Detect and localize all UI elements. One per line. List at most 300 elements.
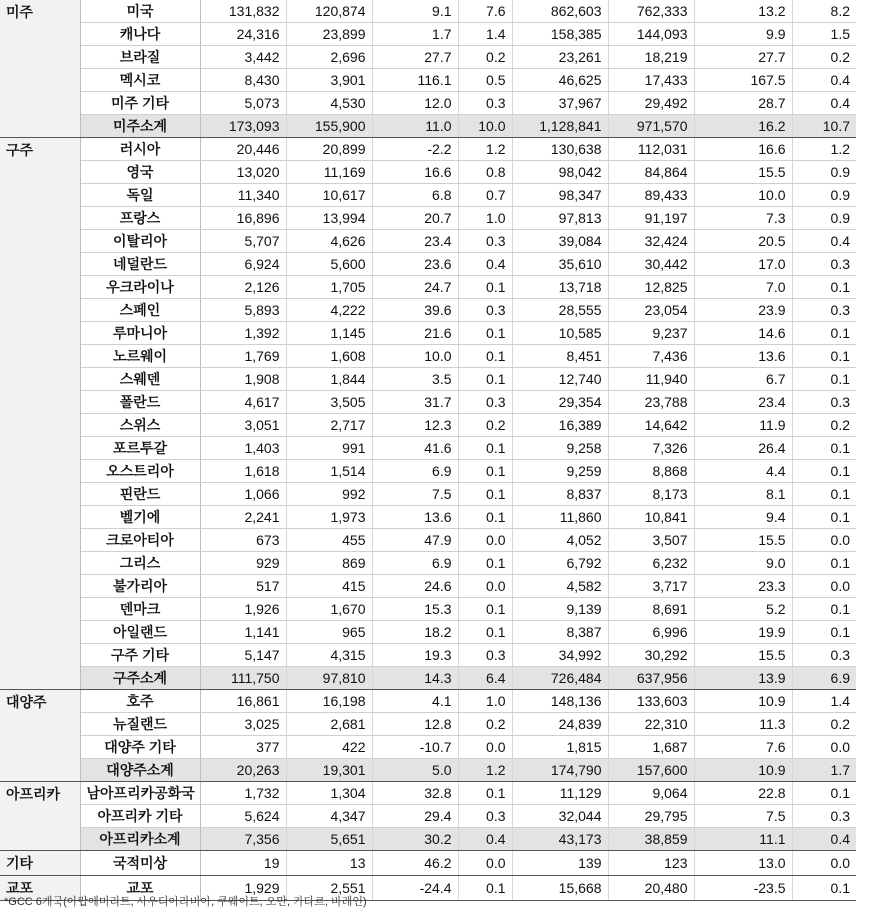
value-cell: 992 bbox=[286, 483, 372, 506]
country-cell: 핀란드 bbox=[80, 483, 200, 506]
value-cell: 30.2 bbox=[372, 828, 458, 851]
value-cell: 0.9 bbox=[792, 161, 856, 184]
value-cell: 869 bbox=[286, 552, 372, 575]
value-cell: 0.2 bbox=[458, 414, 512, 437]
value-cell: 1,514 bbox=[286, 460, 372, 483]
value-cell: 0.3 bbox=[792, 253, 856, 276]
subtotal-label: 아프리카소계 bbox=[80, 828, 200, 851]
value-cell: 637,956 bbox=[608, 667, 694, 690]
table-row bbox=[0, 322, 856, 345]
value-cell: 9,064 bbox=[608, 782, 694, 805]
country-cell: 오스트리아 bbox=[80, 460, 200, 483]
table-row bbox=[0, 621, 856, 644]
value-cell: 1.0 bbox=[458, 207, 512, 230]
value-cell: 377 bbox=[200, 736, 286, 759]
table-row bbox=[0, 782, 856, 805]
value-cell: 1,128,841 bbox=[512, 115, 608, 138]
value-cell: 3,507 bbox=[608, 529, 694, 552]
value-cell: -23.5 bbox=[694, 876, 792, 901]
table-row bbox=[0, 230, 856, 253]
value-cell: 29,492 bbox=[608, 92, 694, 115]
country-cell: 호주 bbox=[80, 690, 200, 713]
value-cell: 11.9 bbox=[694, 414, 792, 437]
value-cell: 84,864 bbox=[608, 161, 694, 184]
value-cell: 6.9 bbox=[792, 667, 856, 690]
country-cell: 구주 기타 bbox=[80, 644, 200, 667]
value-cell: 46,625 bbox=[512, 69, 608, 92]
value-cell: 0.1 bbox=[458, 368, 512, 391]
value-cell: 1,815 bbox=[512, 736, 608, 759]
value-cell: 98,042 bbox=[512, 161, 608, 184]
value-cell: 0.0 bbox=[458, 851, 512, 876]
country-cell: 폴란드 bbox=[80, 391, 200, 414]
value-cell: 415 bbox=[286, 575, 372, 598]
value-cell: 0.0 bbox=[458, 736, 512, 759]
value-cell: 97,810 bbox=[286, 667, 372, 690]
value-cell: 4,626 bbox=[286, 230, 372, 253]
country-cell: 러시아 bbox=[80, 138, 200, 161]
value-cell: 0.2 bbox=[458, 46, 512, 69]
table-row bbox=[0, 23, 856, 46]
value-cell: 6,924 bbox=[200, 253, 286, 276]
value-cell: 14.3 bbox=[372, 667, 458, 690]
value-cell: 0.2 bbox=[792, 46, 856, 69]
value-cell: 26.4 bbox=[694, 437, 792, 460]
country-cell: 아프리카 기타 bbox=[80, 805, 200, 828]
value-cell: 1,670 bbox=[286, 598, 372, 621]
value-cell: 24,316 bbox=[200, 23, 286, 46]
table-row bbox=[0, 414, 856, 437]
value-cell: 10.9 bbox=[694, 690, 792, 713]
value-cell: 111,750 bbox=[200, 667, 286, 690]
value-cell: 5,707 bbox=[200, 230, 286, 253]
value-cell: 1.7 bbox=[372, 23, 458, 46]
value-cell: 20,899 bbox=[286, 138, 372, 161]
value-cell: 157,600 bbox=[608, 759, 694, 782]
value-cell: 0.0 bbox=[792, 575, 856, 598]
region-cell: 기타 bbox=[0, 851, 80, 876]
value-cell: 6,792 bbox=[512, 552, 608, 575]
value-cell: 4.4 bbox=[694, 460, 792, 483]
value-cell: 10.9 bbox=[694, 759, 792, 782]
value-cell: 1,908 bbox=[200, 368, 286, 391]
region-cell: 미주 bbox=[0, 0, 80, 138]
value-cell: 0.1 bbox=[458, 782, 512, 805]
country-cell: 불가리아 bbox=[80, 575, 200, 598]
value-cell: 28,555 bbox=[512, 299, 608, 322]
value-cell: 0.4 bbox=[458, 253, 512, 276]
value-cell: 4,052 bbox=[512, 529, 608, 552]
value-cell: 133,603 bbox=[608, 690, 694, 713]
value-cell: 6.9 bbox=[372, 552, 458, 575]
value-cell: 34,992 bbox=[512, 644, 608, 667]
value-cell: 11,340 bbox=[200, 184, 286, 207]
value-cell: 1.4 bbox=[792, 690, 856, 713]
value-cell: 20.5 bbox=[694, 230, 792, 253]
value-cell: 0.4 bbox=[792, 828, 856, 851]
value-cell: 6,996 bbox=[608, 621, 694, 644]
value-cell: 1,769 bbox=[200, 345, 286, 368]
value-cell: 3,442 bbox=[200, 46, 286, 69]
value-cell: 10.0 bbox=[372, 345, 458, 368]
value-cell: 455 bbox=[286, 529, 372, 552]
value-cell: 7.6 bbox=[694, 736, 792, 759]
value-cell: 422 bbox=[286, 736, 372, 759]
value-cell: 19,301 bbox=[286, 759, 372, 782]
table-row bbox=[0, 598, 856, 621]
value-cell: 9,258 bbox=[512, 437, 608, 460]
value-cell: 8,387 bbox=[512, 621, 608, 644]
value-cell: 0.3 bbox=[458, 230, 512, 253]
value-cell: 3,717 bbox=[608, 575, 694, 598]
value-cell: 17,433 bbox=[608, 69, 694, 92]
value-cell: 4.1 bbox=[372, 690, 458, 713]
value-cell: 1,687 bbox=[608, 736, 694, 759]
footnote: *GCC 6개국(아랍에미리트, 사우디아라비아, 쿠웨이트, 오만, 카타르, 바레인) bbox=[4, 896, 367, 908]
value-cell: 11,860 bbox=[512, 506, 608, 529]
value-cell: 0.3 bbox=[458, 644, 512, 667]
value-cell: 27.7 bbox=[694, 46, 792, 69]
value-cell: 10.7 bbox=[792, 115, 856, 138]
value-cell: 517 bbox=[200, 575, 286, 598]
country-cell: 국적미상 bbox=[80, 851, 200, 876]
value-cell: 41.6 bbox=[372, 437, 458, 460]
value-cell: 6.8 bbox=[372, 184, 458, 207]
value-cell: 13,994 bbox=[286, 207, 372, 230]
value-cell: 0.3 bbox=[458, 805, 512, 828]
value-cell: 19.9 bbox=[694, 621, 792, 644]
value-cell: 16,198 bbox=[286, 690, 372, 713]
value-cell: 0.1 bbox=[792, 322, 856, 345]
value-cell: 91,197 bbox=[608, 207, 694, 230]
value-cell: 8,691 bbox=[608, 598, 694, 621]
value-cell: 120,874 bbox=[286, 0, 372, 23]
value-cell: 11.3 bbox=[694, 713, 792, 736]
value-cell: 148,136 bbox=[512, 690, 608, 713]
subtotal-row bbox=[0, 828, 856, 851]
value-cell: 15.5 bbox=[694, 161, 792, 184]
value-cell: 18,219 bbox=[608, 46, 694, 69]
value-cell: 8,868 bbox=[608, 460, 694, 483]
value-cell: 158,385 bbox=[512, 23, 608, 46]
table-row bbox=[0, 0, 856, 23]
value-cell: 0.1 bbox=[792, 621, 856, 644]
value-cell: 3,051 bbox=[200, 414, 286, 437]
subtotal-row bbox=[0, 667, 856, 690]
subtotal-label: 미주소계 bbox=[80, 115, 200, 138]
value-cell: 3.5 bbox=[372, 368, 458, 391]
value-cell: 0.1 bbox=[458, 460, 512, 483]
value-cell: 12.0 bbox=[372, 92, 458, 115]
value-cell: 5,624 bbox=[200, 805, 286, 828]
value-cell: 32,424 bbox=[608, 230, 694, 253]
value-cell: 22,310 bbox=[608, 713, 694, 736]
table-row bbox=[0, 46, 856, 69]
value-cell: 0.1 bbox=[458, 506, 512, 529]
value-cell: 8,430 bbox=[200, 69, 286, 92]
value-cell: 18.2 bbox=[372, 621, 458, 644]
value-cell: 1,973 bbox=[286, 506, 372, 529]
country-cell: 벨기에 bbox=[80, 506, 200, 529]
value-cell: 0.1 bbox=[792, 782, 856, 805]
value-cell: 0.1 bbox=[792, 506, 856, 529]
value-cell: 0.1 bbox=[792, 876, 856, 901]
value-cell: 24.6 bbox=[372, 575, 458, 598]
country-cell: 포르투갈 bbox=[80, 437, 200, 460]
subtotal-row bbox=[0, 759, 856, 782]
country-cell: 미국 bbox=[80, 0, 200, 23]
value-cell: 0.1 bbox=[792, 598, 856, 621]
table-row bbox=[0, 391, 856, 414]
value-cell: 6.9 bbox=[372, 460, 458, 483]
value-cell: 2,126 bbox=[200, 276, 286, 299]
table-row bbox=[0, 207, 856, 230]
value-cell: 5,651 bbox=[286, 828, 372, 851]
value-cell: 929 bbox=[200, 552, 286, 575]
value-cell: 12.3 bbox=[372, 414, 458, 437]
value-cell: 0.5 bbox=[458, 69, 512, 92]
country-cell: 스페인 bbox=[80, 299, 200, 322]
value-cell: 11.1 bbox=[694, 828, 792, 851]
value-cell: 89,433 bbox=[608, 184, 694, 207]
value-cell: 0.1 bbox=[792, 460, 856, 483]
value-cell: 2,681 bbox=[286, 713, 372, 736]
value-cell: 2,717 bbox=[286, 414, 372, 437]
table-row bbox=[0, 92, 856, 115]
value-cell: 1,618 bbox=[200, 460, 286, 483]
region-cell: 아프리카 bbox=[0, 782, 80, 851]
subtotal-row bbox=[0, 115, 856, 138]
table-row bbox=[0, 483, 856, 506]
value-cell: 3,025 bbox=[200, 713, 286, 736]
value-cell: 991 bbox=[286, 437, 372, 460]
value-cell: 4,530 bbox=[286, 92, 372, 115]
table-row bbox=[0, 575, 856, 598]
value-cell: 0.1 bbox=[792, 345, 856, 368]
value-cell: 4,347 bbox=[286, 805, 372, 828]
table-row bbox=[0, 437, 856, 460]
value-cell: 0.1 bbox=[458, 621, 512, 644]
value-cell: 7.5 bbox=[372, 483, 458, 506]
value-cell: 0.3 bbox=[458, 299, 512, 322]
value-cell: 5.0 bbox=[372, 759, 458, 782]
value-cell: 0.4 bbox=[458, 828, 512, 851]
value-cell: 0.4 bbox=[792, 69, 856, 92]
value-cell: 30,292 bbox=[608, 644, 694, 667]
country-cell: 노르웨이 bbox=[80, 345, 200, 368]
value-cell: 43,173 bbox=[512, 828, 608, 851]
table-row bbox=[0, 276, 856, 299]
value-cell: -10.7 bbox=[372, 736, 458, 759]
region-cell: 교포 bbox=[0, 876, 80, 901]
value-cell: 9,237 bbox=[608, 322, 694, 345]
value-cell: 37,967 bbox=[512, 92, 608, 115]
value-cell: 1.2 bbox=[458, 138, 512, 161]
value-cell: 16,896 bbox=[200, 207, 286, 230]
value-cell: 24,839 bbox=[512, 713, 608, 736]
value-cell: 24.7 bbox=[372, 276, 458, 299]
value-cell: 21.6 bbox=[372, 322, 458, 345]
value-cell: 0.3 bbox=[458, 391, 512, 414]
value-cell: 112,031 bbox=[608, 138, 694, 161]
value-cell: 32,044 bbox=[512, 805, 608, 828]
value-cell: 2,551 bbox=[286, 876, 372, 901]
table-row bbox=[0, 345, 856, 368]
value-cell: 47.9 bbox=[372, 529, 458, 552]
value-cell: 17.0 bbox=[694, 253, 792, 276]
table-row bbox=[0, 184, 856, 207]
value-cell: 13.0 bbox=[694, 851, 792, 876]
value-cell: 20.7 bbox=[372, 207, 458, 230]
value-cell: 0.1 bbox=[458, 437, 512, 460]
value-cell: 116.1 bbox=[372, 69, 458, 92]
value-cell: 9,259 bbox=[512, 460, 608, 483]
value-cell: 0.0 bbox=[792, 851, 856, 876]
value-cell: 0.1 bbox=[792, 552, 856, 575]
value-cell: 16,389 bbox=[512, 414, 608, 437]
country-cell: 프랑스 bbox=[80, 207, 200, 230]
value-cell: 0.1 bbox=[458, 876, 512, 901]
value-cell: 16.2 bbox=[694, 115, 792, 138]
subtotal-label: 구주소계 bbox=[80, 667, 200, 690]
value-cell: 13.9 bbox=[694, 667, 792, 690]
value-cell: 971,570 bbox=[608, 115, 694, 138]
value-cell: 0.3 bbox=[792, 391, 856, 414]
value-cell: 0.1 bbox=[792, 483, 856, 506]
value-cell: 0.0 bbox=[792, 529, 856, 552]
value-cell: 8.2 bbox=[792, 0, 856, 23]
value-cell: 762,333 bbox=[608, 0, 694, 23]
country-cell: 영국 bbox=[80, 161, 200, 184]
value-cell: 23.9 bbox=[694, 299, 792, 322]
value-cell: 7.5 bbox=[694, 805, 792, 828]
value-cell: 14,642 bbox=[608, 414, 694, 437]
table-row bbox=[0, 529, 856, 552]
value-cell: 39,084 bbox=[512, 230, 608, 253]
value-cell: 0.1 bbox=[792, 368, 856, 391]
country-cell: 그리스 bbox=[80, 552, 200, 575]
value-cell: 7,356 bbox=[200, 828, 286, 851]
value-cell: 6.4 bbox=[458, 667, 512, 690]
value-cell: 4,222 bbox=[286, 299, 372, 322]
value-cell: 1.5 bbox=[792, 23, 856, 46]
value-cell: 10,617 bbox=[286, 184, 372, 207]
value-cell: 1.7 bbox=[792, 759, 856, 782]
value-cell: 15,668 bbox=[512, 876, 608, 901]
value-cell: 965 bbox=[286, 621, 372, 644]
value-cell: 1,392 bbox=[200, 322, 286, 345]
country-cell: 뉴질랜드 bbox=[80, 713, 200, 736]
country-cell: 브라질 bbox=[80, 46, 200, 69]
value-cell: 11,129 bbox=[512, 782, 608, 805]
value-cell: 29,354 bbox=[512, 391, 608, 414]
value-cell: 10.0 bbox=[458, 115, 512, 138]
value-cell: 8,451 bbox=[512, 345, 608, 368]
value-cell: 16.6 bbox=[694, 138, 792, 161]
table-row bbox=[0, 805, 856, 828]
value-cell: 0.0 bbox=[792, 736, 856, 759]
value-cell: 16.6 bbox=[372, 161, 458, 184]
value-cell: 20,446 bbox=[200, 138, 286, 161]
value-cell: 14.6 bbox=[694, 322, 792, 345]
value-cell: 0.9 bbox=[792, 184, 856, 207]
table-row bbox=[0, 368, 856, 391]
value-cell: 11.0 bbox=[372, 115, 458, 138]
value-cell: 13.6 bbox=[694, 345, 792, 368]
value-cell: 6,232 bbox=[608, 552, 694, 575]
value-cell: 16,861 bbox=[200, 690, 286, 713]
table-row bbox=[0, 69, 856, 92]
value-cell: 726,484 bbox=[512, 667, 608, 690]
value-cell: 19.3 bbox=[372, 644, 458, 667]
value-cell: 9.1 bbox=[372, 0, 458, 23]
value-cell: 13.6 bbox=[372, 506, 458, 529]
value-cell: 3,901 bbox=[286, 69, 372, 92]
value-cell: 7.0 bbox=[694, 276, 792, 299]
value-cell: 23.4 bbox=[694, 391, 792, 414]
value-cell: 0.1 bbox=[458, 483, 512, 506]
value-cell: 0.2 bbox=[792, 414, 856, 437]
value-cell: 20,480 bbox=[608, 876, 694, 901]
value-cell: 1,608 bbox=[286, 345, 372, 368]
value-cell: 4,582 bbox=[512, 575, 608, 598]
value-cell: 23,899 bbox=[286, 23, 372, 46]
value-cell: 0.1 bbox=[458, 322, 512, 345]
value-cell: 1,145 bbox=[286, 322, 372, 345]
value-cell: 20,263 bbox=[200, 759, 286, 782]
value-cell: 0.9 bbox=[792, 207, 856, 230]
value-cell: 23.4 bbox=[372, 230, 458, 253]
value-cell: 9.9 bbox=[694, 23, 792, 46]
value-cell: 12,825 bbox=[608, 276, 694, 299]
table-row bbox=[0, 552, 856, 575]
table-row bbox=[0, 644, 856, 667]
value-cell: 46.2 bbox=[372, 851, 458, 876]
table-row bbox=[0, 299, 856, 322]
value-cell: 155,900 bbox=[286, 115, 372, 138]
value-cell: 13,718 bbox=[512, 276, 608, 299]
value-cell: 30,442 bbox=[608, 253, 694, 276]
value-cell: 10.0 bbox=[694, 184, 792, 207]
value-cell: 3,505 bbox=[286, 391, 372, 414]
value-cell: 15.5 bbox=[694, 529, 792, 552]
subtotal-label: 대양주소계 bbox=[80, 759, 200, 782]
value-cell: 5,600 bbox=[286, 253, 372, 276]
value-cell: -2.2 bbox=[372, 138, 458, 161]
value-cell: 23.3 bbox=[694, 575, 792, 598]
table-row bbox=[0, 506, 856, 529]
value-cell: -24.4 bbox=[372, 876, 458, 901]
country-cell: 스위스 bbox=[80, 414, 200, 437]
value-cell: 10,585 bbox=[512, 322, 608, 345]
value-cell: 8,173 bbox=[608, 483, 694, 506]
value-cell: 23,788 bbox=[608, 391, 694, 414]
value-cell: 0.7 bbox=[458, 184, 512, 207]
value-cell: 0.3 bbox=[792, 299, 856, 322]
value-cell: 1.0 bbox=[458, 690, 512, 713]
value-cell: 1,732 bbox=[200, 782, 286, 805]
value-cell: 174,790 bbox=[512, 759, 608, 782]
value-cell: 1,926 bbox=[200, 598, 286, 621]
value-cell: 0.0 bbox=[458, 575, 512, 598]
table-row bbox=[0, 138, 856, 161]
value-cell: 173,093 bbox=[200, 115, 286, 138]
value-cell: 1.2 bbox=[792, 138, 856, 161]
value-cell: 0.4 bbox=[792, 230, 856, 253]
value-cell: 12.8 bbox=[372, 713, 458, 736]
value-cell: 15.5 bbox=[694, 644, 792, 667]
value-cell: 2,696 bbox=[286, 46, 372, 69]
